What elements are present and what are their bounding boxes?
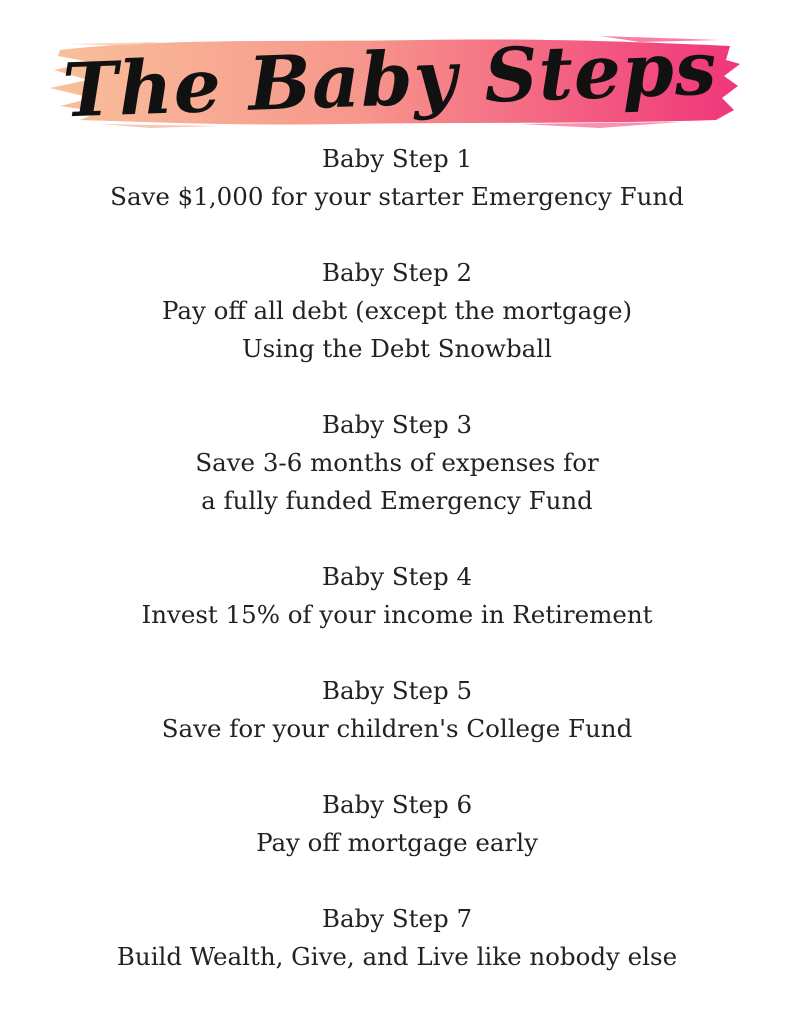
baby-step-7 — [0, 900, 794, 976]
baby-step-6 — [0, 786, 794, 862]
title-banner — [40, 20, 740, 140]
baby-step-4 — [0, 558, 794, 634]
step-description: Save for your children's College Fund — [161, 714, 633, 743]
step-heading: Baby Step 4 — [321, 562, 473, 591]
step-description: Invest 15% of your income in Retirement — [141, 600, 653, 629]
step-description: Pay off all debt (except the mortgage) — [161, 296, 633, 325]
baby-step-1 — [0, 140, 794, 216]
step-description: Save $1,000 for your starter Emergency Fund — [110, 182, 684, 211]
step-heading: Baby Step 1 — [321, 144, 473, 173]
baby-step-5 — [0, 672, 794, 748]
step-heading: Baby Step 2 — [321, 258, 473, 287]
step-spacer — [0, 862, 794, 900]
baby-step-3 — [0, 406, 794, 520]
step-spacer — [0, 520, 794, 558]
baby-step-2 — [0, 254, 794, 368]
step-spacer — [0, 634, 794, 672]
step-heading: Baby Step 7 — [321, 904, 473, 933]
page-title: The Baby Steps — [61, 25, 719, 135]
steps-list — [0, 140, 794, 976]
step-description: Save 3-6 months of expenses for — [195, 448, 599, 477]
step-description: Build Wealth, Give, and Live like nobody else — [116, 942, 678, 971]
step-spacer — [0, 216, 794, 254]
step-description: Using the Debt Snowball — [242, 334, 552, 363]
step-heading: Baby Step 3 — [321, 410, 473, 439]
step-spacer — [0, 368, 794, 406]
step-heading: Baby Step 6 — [321, 790, 473, 819]
step-description: Pay off mortgage early — [256, 828, 538, 857]
step-description: a fully funded Emergency Fund — [201, 486, 593, 515]
step-heading: Baby Step 5 — [321, 676, 473, 705]
step-spacer — [0, 748, 794, 786]
